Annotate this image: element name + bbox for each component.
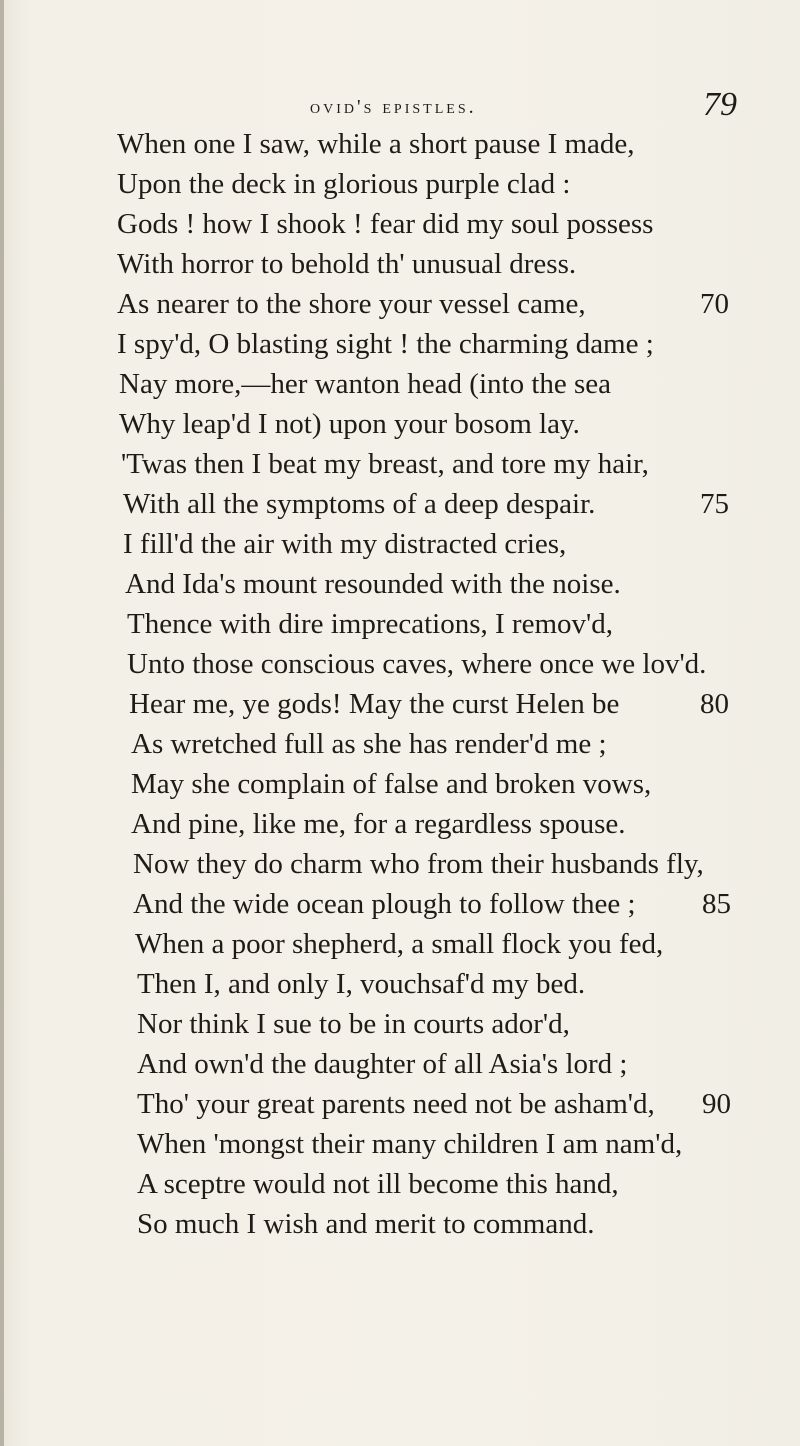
verse-line: [127, 644, 706, 684]
verse-line: [119, 404, 580, 444]
verse-line-text: As nearer to the shore your vessel came,: [117, 288, 586, 320]
page-gutter: [0, 0, 4, 1446]
verse-line: [127, 604, 613, 644]
verse-line-text: So much I wish and merit to command.: [137, 1208, 595, 1240]
verse-line: [129, 684, 619, 724]
verse-line-text: I fill'd the air with my distracted cries,: [123, 528, 567, 560]
verse-line: [137, 964, 585, 1004]
verse-line: [117, 284, 586, 324]
line-number: 80: [700, 688, 729, 720]
verse-line-text: Nay more,—her wanton head (into the sea: [119, 368, 612, 400]
verse-line: [133, 844, 704, 884]
verse-line-text: May she complain of false and broken vows,: [131, 768, 652, 800]
page-header: [0, 86, 800, 126]
verse-line-text: When one I saw, while a short pause I made,: [117, 128, 635, 160]
running-title: ovid's epistles.: [310, 96, 477, 118]
verse-line: [119, 364, 611, 404]
line-number: 90: [702, 1088, 731, 1120]
verse-line-text: As wretched full as she has render'd me ;: [131, 728, 607, 760]
verse-line: [131, 724, 607, 764]
verse-line-text: A sceptre would not ill become this hand,: [137, 1168, 619, 1200]
verse-line: [117, 324, 654, 364]
verse-line-text: With horror to behold th' unusual dress.: [117, 248, 577, 280]
line-number: 85: [702, 888, 731, 920]
verse-line-text: Tho' your great parents need not be asham'd,: [137, 1088, 655, 1120]
verse-line-text: Now they do charm who from their husbands fly,: [133, 848, 704, 880]
verse-line: [123, 484, 595, 524]
verse-line: [131, 764, 651, 804]
verse-line: [121, 444, 649, 484]
verse-line-text: Gods ! how I shook ! fear did my soul possess: [117, 208, 654, 240]
verse-line-text: And Ida's mount resounded with the noise.: [125, 568, 621, 600]
page-number: 79: [703, 86, 737, 123]
verse-line-text: Hear me, ye gods! May the curst Helen be: [129, 688, 620, 720]
verse-line: [137, 1084, 655, 1124]
verse-line-text: When a poor shepherd, a small flock you fed,: [135, 928, 664, 960]
verse-line: [137, 1204, 595, 1244]
verse-line: [133, 884, 636, 924]
verse-line-text: I spy'd, O blasting sight ! the charming dame ;: [117, 328, 654, 360]
verse-line: [137, 1124, 682, 1164]
verse-line-text: Nor think I sue to be in courts ador'd,: [137, 1008, 570, 1040]
verse-line: [137, 1044, 627, 1084]
verse-line-text: Thence with dire imprecations, I remov'd,: [127, 608, 613, 640]
verse-line: [123, 524, 566, 564]
verse-line: [131, 804, 625, 844]
line-number: 70: [700, 288, 729, 320]
verse-line: [137, 1004, 570, 1044]
verse-line-text: 'Twas then I beat my breast, and tore my hair,: [121, 448, 649, 480]
verse-line-text: Why leap'd I not) upon your bosom lay.: [119, 408, 580, 440]
verse-line: [135, 924, 663, 964]
verse-line-text: And own'd the daughter of all Asia's lord ;: [137, 1048, 628, 1080]
verse-line: [125, 564, 621, 604]
verse-line: [117, 124, 635, 164]
verse-line: [137, 1164, 619, 1204]
line-number: 75: [700, 488, 729, 520]
verse-line-text: When 'mongst their many children I am nam'd,: [137, 1128, 683, 1160]
verse-line-text: Unto those conscious caves, where once we lov'd.: [127, 648, 707, 680]
verse-line-text: With all the symptoms of a deep despair.: [123, 488, 596, 520]
verse-line-text: Then I, and only I, vouchsaf'd my bed.: [137, 968, 586, 1000]
verse-line-text: Upon the deck in glorious purple clad :: [117, 168, 571, 200]
verse-line-text: And the wide ocean plough to follow thee ;: [133, 888, 636, 920]
verse-line: [117, 244, 576, 284]
verse-line: [117, 204, 653, 244]
verse-line-text: And pine, like me, for a regardless spouse.: [131, 808, 626, 840]
verse-line: [117, 164, 570, 204]
